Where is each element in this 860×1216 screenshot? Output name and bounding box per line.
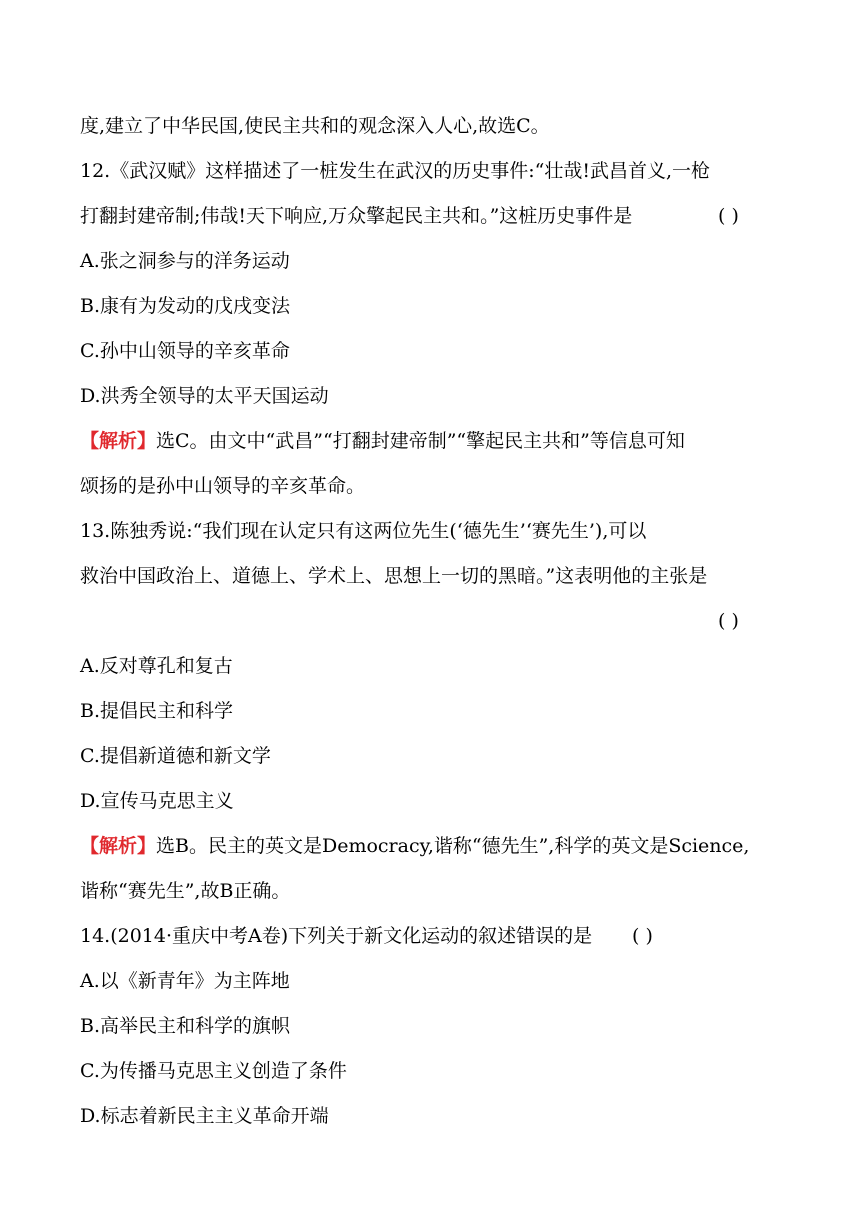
question-13-stem-line-1: 13.陈独秀说:“我们现在认定只有这两位先生(‘德先生’‘赛先生’),可以: [80, 520, 647, 542]
option-d: D.宣传马克思主义: [80, 790, 234, 812]
option-b: B.康有为发动的戊戌变法: [80, 295, 291, 317]
question-12-stem-line-2: 打翻封建帝制;伟哉!天下响应,万众擎起民主共和。”这桩历史事件是: [80, 205, 633, 227]
option-c: C.提倡新道德和新文学: [80, 745, 271, 767]
question-14-stem: 14.(2014·重庆中考A卷)下列关于新文化运动的叙述错误的是: [80, 925, 593, 947]
option-c: C.孙中山领导的辛亥革命: [80, 340, 290, 362]
text-line: 度,建立了中华民国,使民主共和的观念深入人心,故选C。: [80, 115, 550, 137]
explanation-line-1: [80, 429, 685, 453]
option-d: D.标志着新民主主义革命开端: [80, 1105, 329, 1127]
question-13-stem-line-2: 救治中国政治上、道德上、学术上、思想上一切的黑暗。”这表明他的主张是: [80, 565, 708, 587]
option-a: A.张之洞参与的洋务运动: [80, 250, 290, 272]
explanation-text: 选B。民主的英文是Democracy,谐称“德先生”,科学的英文是Science,: [156, 835, 750, 857]
answer-blank: ( ): [718, 205, 739, 227]
option-a: A.以《新青年》为主阵地: [80, 970, 290, 992]
option-d: D.洪秀全领导的太平天国运动: [80, 385, 329, 407]
analysis-tag: 【解析】: [80, 835, 157, 857]
explanation-line-2: 颂扬的是孙中山领导的辛亥革命。: [80, 475, 366, 497]
option-b: B.高举民主和科学的旗帜: [80, 1015, 291, 1037]
explanation-line-1: [80, 834, 749, 858]
analysis-tag: 【解析】: [80, 430, 157, 452]
answer-blank: ( ): [718, 610, 739, 632]
question-12-stem-line-1: 12.《武汉赋》这样描述了一桩发生在武汉的历史事件:“壮哉!武昌首义,一枪: [80, 160, 711, 182]
explanation-line-2: 谐称“赛先生”,故B正确。: [80, 880, 291, 902]
option-c: C.为传播马克思主义创造了条件: [80, 1060, 347, 1082]
answer-blank: ( ): [632, 925, 653, 947]
option-b: B.提倡民主和科学: [80, 700, 234, 722]
option-a: A.反对尊孔和复古: [80, 655, 233, 677]
explanation-text: 选C。由文中“武昌”“打翻封建帝制”“擎起民主共和”等信息可知: [156, 430, 685, 452]
